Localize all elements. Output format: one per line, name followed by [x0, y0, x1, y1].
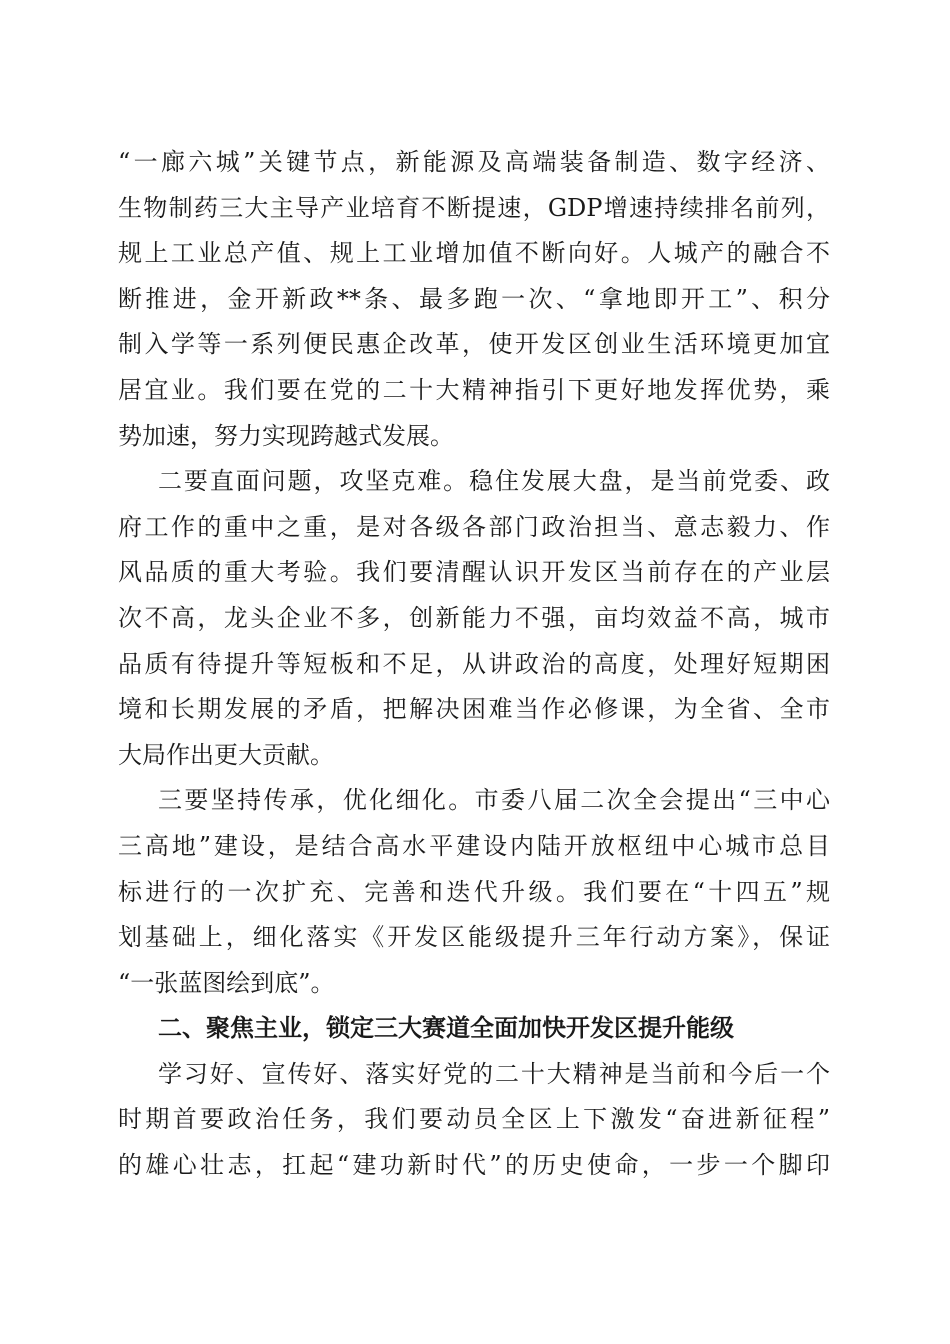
text-line: “一张蓝图绘到底”。: [118, 968, 335, 997]
text-line: 的雄心壮志，扛起“建功新时代”的历史使命，一步一个脚印: [118, 1151, 830, 1180]
text-line: 品质有待提升等短板和不足，从讲政治的高度，处理好短期困: [118, 649, 830, 678]
text-line: 标进行的一次扩充、完善和迭代升级。我们要在“十四五”规: [118, 877, 830, 906]
text-line: 大局作出更大贡献。: [118, 740, 334, 769]
paragraph-3: [118, 778, 830, 1006]
text-line: 势加速，努力实现跨越式发展。: [118, 421, 454, 450]
text-line: 时期首要政治任务，我们要动员全区上下激发“奋进新征程”: [118, 1105, 830, 1134]
text-line: 风品质的重大考验。我们要清醒认识开发区当前存在的产业层: [118, 558, 830, 587]
text-line: 三要坚持传承，优化细化。市委八届二次全会提出“三中心: [158, 786, 830, 815]
text-line: 制入学等一系列便民惠企改革，使开发区创业生活环境更加宜: [118, 330, 830, 359]
text-line: 规上工业总产值、规上工业增加值不断向好。人城产的融合不: [118, 239, 830, 268]
text-line: 次不高，龙头企业不多，创新能力不强，亩均效益不高，城市: [118, 603, 830, 632]
text-line: “一廊六城”关键节点，新能源及高端装备制造、数字经济、: [118, 148, 830, 176]
paragraph-1: [118, 140, 830, 459]
text-line: 府工作的重中之重，是对各级各部门政治担当、意志毅力、作: [118, 512, 830, 541]
text-line: 境和长期发展的矛盾，把解决困难当作必修课，为全省、全市: [118, 695, 830, 724]
paragraph-4: [118, 1052, 830, 1189]
text-line: 划基础上，细化落实《开发区能级提升三年行动方案》，保证: [118, 923, 830, 952]
paragraph-2: [118, 459, 830, 778]
text-line: 居宜业。我们要在党的二十大精神指引下更好地发挥优势，乘: [118, 375, 830, 404]
text-line: 学习好、宣传好、落实好党的二十大精神是当前和今后一个: [158, 1059, 830, 1088]
text-line: 二要直面问题，攻坚克难。稳住发展大盘，是当前党委、政: [158, 467, 830, 496]
text-line: 断推进，金开新政**条、最多跑一次、“拿地即开工”、积分: [118, 284, 830, 313]
document-page: [118, 140, 830, 1189]
section-heading: 二、聚焦主业，锁定三大赛道全面加快开发区提升能级: [158, 1014, 734, 1043]
text-line: 生物制药三大主导产业培育不断提速，GDP增速持续排名前列，: [118, 193, 830, 222]
text-line: 三高地”建设，是结合高水平建设内陆开放枢纽中心城市总目: [118, 831, 830, 860]
